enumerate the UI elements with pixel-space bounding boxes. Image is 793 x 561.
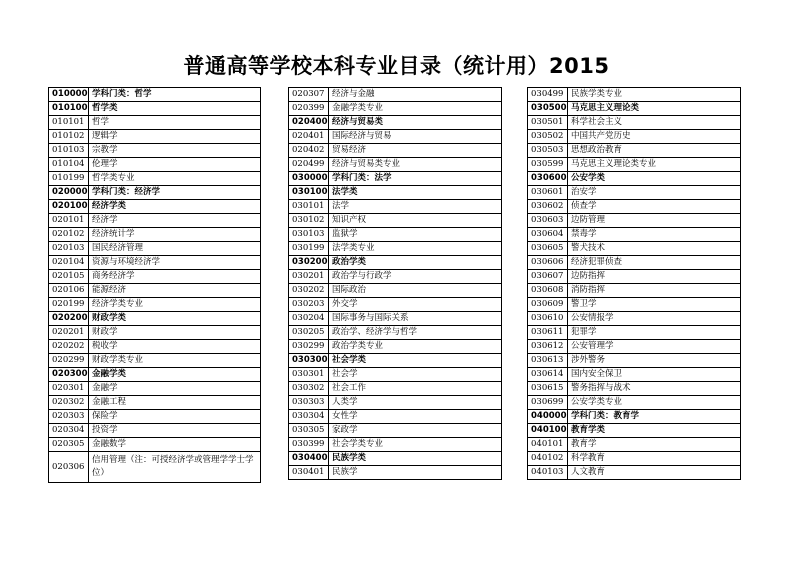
major-code: 020301 [49,382,89,396]
major-row [528,396,741,410]
major-name: 投资学 [89,424,261,438]
major-row [289,214,502,228]
major-name: 金融学类 [89,368,261,382]
major-row [528,452,741,466]
major-row [289,102,502,116]
major-code: 020103 [49,242,89,256]
major-name: 涉外警务 [568,354,741,368]
major-code: 030401 [289,466,329,480]
major-name: 信用管理（注：可授经济学或管理学学士学位） [89,452,261,483]
major-name: 金融学类专业 [329,102,502,116]
major-row [49,228,261,242]
page-title: 普通高等学校本科专业目录（统计用）2015 [183,54,610,78]
major-row [289,298,502,312]
major-code: 030303 [289,396,329,410]
major-name: 经济统计学 [89,228,261,242]
major-code: 010000 [49,88,89,102]
major-row [289,326,502,340]
major-code: 030399 [289,438,329,452]
major-name: 金融学 [89,382,261,396]
major-code: 030301 [289,368,329,382]
major-code: 030600 [528,172,568,186]
major-code: 010104 [49,158,89,172]
major-code: 030599 [528,158,568,172]
major-row [289,382,502,396]
category-row [289,116,502,130]
major-code: 020102 [49,228,89,242]
major-code: 030615 [528,382,568,396]
major-row [49,242,261,256]
major-name: 民族学类 [329,452,502,466]
major-code: 030499 [528,88,568,102]
major-row [49,270,261,284]
catalog-table-column-1 [48,87,261,483]
major-name: 哲学类 [89,102,261,116]
major-code: 030103 [289,228,329,242]
major-name: 经济犯罪侦查 [568,256,741,270]
major-row [49,172,261,186]
major-row [49,326,261,340]
major-code: 010199 [49,172,89,186]
major-code: 020302 [49,396,89,410]
major-code: 030299 [289,340,329,354]
major-name: 边防管理 [568,214,741,228]
major-row [49,452,261,483]
major-name: 思想政治教育 [568,144,741,158]
major-row [528,186,741,200]
major-name: 公安学类专业 [568,396,741,410]
category-row [289,256,502,270]
major-name: 人文教育 [568,466,741,480]
major-name: 经济学类专业 [89,298,261,312]
major-name: 公安情报学 [568,312,741,326]
major-name: 国际政治 [329,284,502,298]
major-name: 人类学 [329,396,502,410]
major-name: 法学类 [329,186,502,200]
major-name: 财政学类专业 [89,354,261,368]
major-row [49,256,261,270]
major-name: 金融工程 [89,396,261,410]
major-name: 公安管理学 [568,340,741,354]
major-code: 020100 [49,200,89,214]
major-row [528,466,741,480]
major-code: 020401 [289,130,329,144]
major-row [49,424,261,438]
major-row [528,354,741,368]
major-name: 监狱学 [329,228,502,242]
major-row [289,368,502,382]
major-code: 020400 [289,116,329,130]
major-name: 治安学 [568,186,741,200]
major-code: 030199 [289,242,329,256]
major-row [289,424,502,438]
major-code: 030302 [289,382,329,396]
major-name: 警务指挥与战术 [568,382,741,396]
major-row [528,130,741,144]
major-code: 020105 [49,270,89,284]
major-code: 020101 [49,214,89,228]
major-code: 020199 [49,298,89,312]
major-name: 学科门类：哲学 [89,88,261,102]
major-row [528,144,741,158]
major-name: 哲学 [89,116,261,130]
major-name: 社会工作 [329,382,502,396]
major-name: 经济与金融 [329,88,502,102]
major-name: 逻辑学 [89,130,261,144]
major-name: 学科门类：法学 [329,172,502,186]
major-name: 国内安全保卫 [568,368,741,382]
major-name: 外交学 [329,298,502,312]
major-name: 政治学、经济学与哲学 [329,326,502,340]
category-row [528,410,741,424]
major-code: 010101 [49,116,89,130]
major-code: 040102 [528,452,568,466]
major-row [289,88,502,102]
major-code: 030101 [289,200,329,214]
major-row [289,396,502,410]
major-code: 030610 [528,312,568,326]
major-name: 公安学类 [568,172,741,186]
major-code: 020402 [289,144,329,158]
major-name: 消防指挥 [568,284,741,298]
major-code: 030204 [289,312,329,326]
major-code: 030605 [528,242,568,256]
category-row [528,172,741,186]
major-row [528,256,741,270]
major-row [49,340,261,354]
major-name: 法学类专业 [329,242,502,256]
major-name: 保险学 [89,410,261,424]
major-name: 宗教学 [89,144,261,158]
major-code: 030608 [528,284,568,298]
major-name: 中国共产党历史 [568,130,741,144]
major-row [289,242,502,256]
major-row [49,354,261,368]
major-row [528,284,741,298]
major-row [49,144,261,158]
major-name: 能源经济 [89,284,261,298]
major-code: 030502 [528,130,568,144]
major-name: 经济与贸易类 [329,116,502,130]
major-code: 020306 [49,452,89,483]
major-row [528,438,741,452]
major-code: 020303 [49,410,89,424]
major-code: 030614 [528,368,568,382]
major-code: 030305 [289,424,329,438]
major-name: 哲学类专业 [89,172,261,186]
major-row [528,158,741,172]
major-name: 科学社会主义 [568,116,741,130]
major-row [289,270,502,284]
major-name: 侦查学 [568,200,741,214]
major-code: 040100 [528,424,568,438]
major-code: 030205 [289,326,329,340]
major-code: 020299 [49,354,89,368]
major-code: 020399 [289,102,329,116]
major-name: 民族学类专业 [568,88,741,102]
major-row [289,410,502,424]
major-name: 国际经济与贸易 [329,130,502,144]
major-name: 教育学 [568,438,741,452]
major-row [528,214,741,228]
major-name: 商务经济学 [89,270,261,284]
major-code: 030604 [528,228,568,242]
major-code: 040101 [528,438,568,452]
major-name: 伦理学 [89,158,261,172]
category-row [289,452,502,466]
major-row [528,298,741,312]
major-code: 040000 [528,410,568,424]
category-row [49,102,261,116]
major-code: 030200 [289,256,329,270]
major-code: 030000 [289,172,329,186]
major-code: 030201 [289,270,329,284]
major-code: 030501 [528,116,568,130]
major-row [49,158,261,172]
category-row [528,102,741,116]
major-row [528,270,741,284]
major-row [528,228,741,242]
major-name: 警犬技术 [568,242,741,256]
major-row [528,200,741,214]
category-row [49,186,261,200]
major-code: 020499 [289,158,329,172]
major-name: 国际事务与国际关系 [329,312,502,326]
major-code: 010100 [49,102,89,116]
major-name: 马克思主义理论类 [568,102,741,116]
major-code: 010102 [49,130,89,144]
major-name: 政治学类 [329,256,502,270]
major-code: 020307 [289,88,329,102]
major-name: 民族学 [329,466,502,480]
major-code: 020305 [49,438,89,452]
major-name: 资源与环境经济学 [89,256,261,270]
major-name: 贸易经济 [329,144,502,158]
major-code: 010103 [49,144,89,158]
major-code: 030304 [289,410,329,424]
major-code: 020106 [49,284,89,298]
catalog-table-column-2 [288,87,502,480]
major-row [49,116,261,130]
major-code: 030300 [289,354,329,368]
major-code: 030102 [289,214,329,228]
major-code: 020202 [49,340,89,354]
major-row [528,116,741,130]
major-code: 020104 [49,256,89,270]
major-row [528,340,741,354]
major-row [528,88,741,102]
major-name: 女性学 [329,410,502,424]
major-name: 经济学 [89,214,261,228]
major-name: 社会学 [329,368,502,382]
major-name: 犯罪学 [568,326,741,340]
category-row [289,172,502,186]
major-code: 030609 [528,298,568,312]
major-row [289,438,502,452]
major-name: 财政学类 [89,312,261,326]
major-name: 科学教育 [568,452,741,466]
major-code: 020000 [49,186,89,200]
major-name: 教育学类 [568,424,741,438]
major-code: 020201 [49,326,89,340]
major-name: 警卫学 [568,298,741,312]
major-name: 国民经济管理 [89,242,261,256]
category-row [49,200,261,214]
major-code: 030699 [528,396,568,410]
major-row [49,396,261,410]
category-row [49,88,261,102]
major-row [528,382,741,396]
category-row [528,424,741,438]
major-code: 020300 [49,368,89,382]
major-row [528,312,741,326]
major-name: 家政学 [329,424,502,438]
catalog-table-column-3 [527,87,741,480]
major-row [289,340,502,354]
major-row [289,312,502,326]
major-row [289,130,502,144]
category-row [49,368,261,382]
major-code: 030602 [528,200,568,214]
major-row [289,466,502,480]
major-code: 030611 [528,326,568,340]
major-code: 030612 [528,340,568,354]
major-code: 030503 [528,144,568,158]
major-name: 税收学 [89,340,261,354]
major-code: 030202 [289,284,329,298]
major-row [528,242,741,256]
major-code: 040103 [528,466,568,480]
major-name: 社会学类 [329,354,502,368]
category-row [289,354,502,368]
major-name: 学科门类：教育学 [568,410,741,424]
major-row [49,410,261,424]
major-row [289,228,502,242]
major-row [49,438,261,452]
major-row [49,382,261,396]
major-code: 030400 [289,452,329,466]
major-name: 经济与贸易类专业 [329,158,502,172]
major-name: 政治学与行政学 [329,270,502,284]
category-row [49,312,261,326]
major-name: 社会学类专业 [329,438,502,452]
major-code: 030500 [528,102,568,116]
major-code: 030100 [289,186,329,200]
major-code: 030606 [528,256,568,270]
category-row [289,186,502,200]
major-name: 边防指挥 [568,270,741,284]
major-code: 030203 [289,298,329,312]
major-code: 020200 [49,312,89,326]
major-name: 禁毒学 [568,228,741,242]
major-code: 030613 [528,354,568,368]
major-code: 030603 [528,214,568,228]
major-name: 政治学类专业 [329,340,502,354]
major-code: 030601 [528,186,568,200]
major-row [49,214,261,228]
major-name: 金融数学 [89,438,261,452]
major-name: 法学 [329,200,502,214]
major-name: 马克思主义理论类专业 [568,158,741,172]
major-row [289,144,502,158]
major-name: 经济学类 [89,200,261,214]
major-name: 知识产权 [329,214,502,228]
major-name: 财政学 [89,326,261,340]
major-row [289,158,502,172]
major-code: 020304 [49,424,89,438]
major-row [49,298,261,312]
major-row [528,368,741,382]
major-row [289,284,502,298]
major-name: 学科门类：经济学 [89,186,261,200]
major-row [49,130,261,144]
major-row [49,284,261,298]
major-row [528,326,741,340]
major-code: 030607 [528,270,568,284]
major-row [289,200,502,214]
